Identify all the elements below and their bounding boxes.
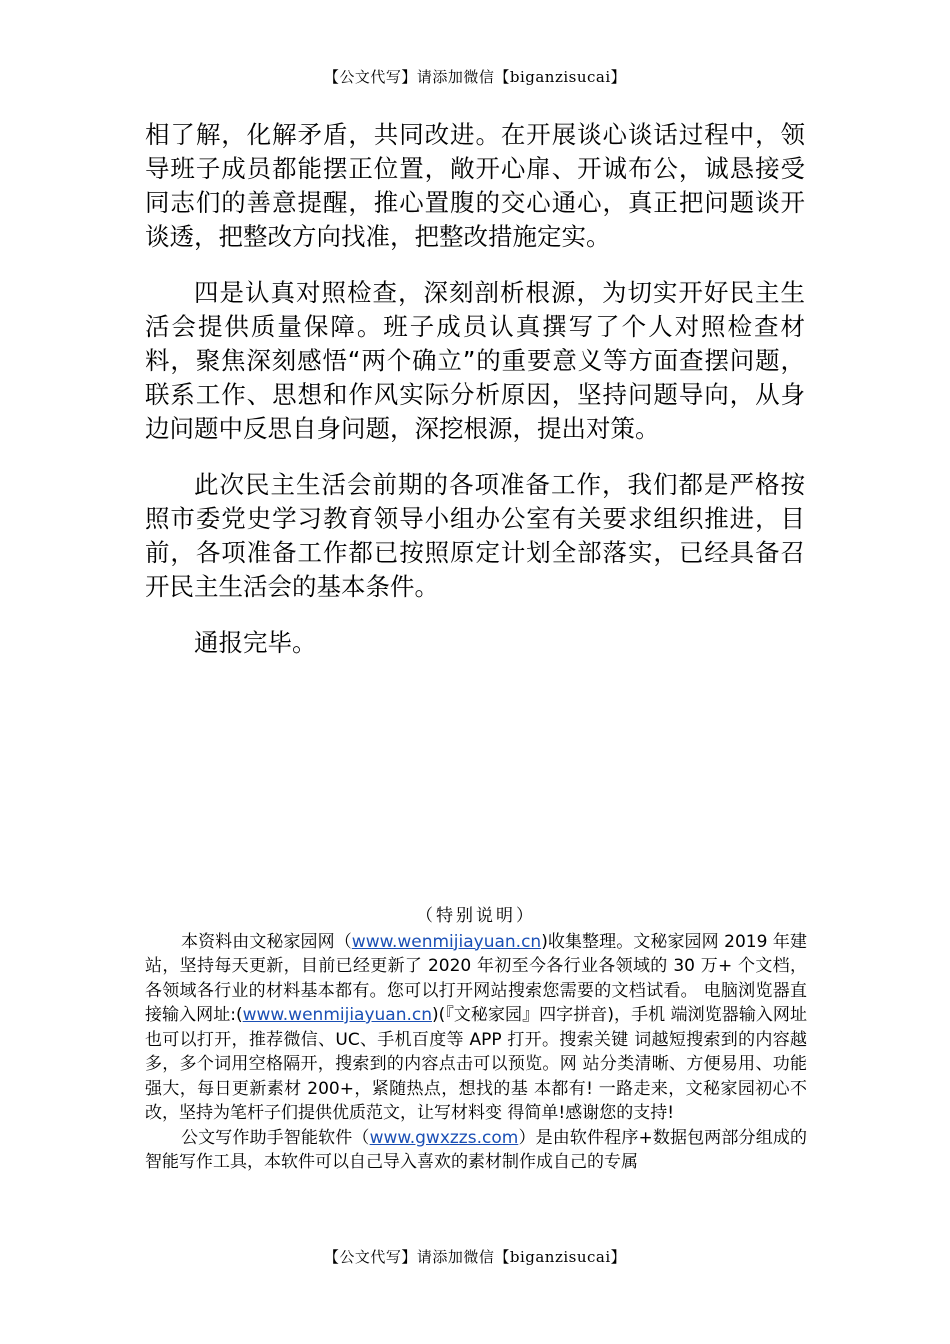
special-note-paragraph-1 (145, 930, 807, 1126)
paragraph-1: 相了解，化解矛盾，共同改进。在开展谈心谈话过程中，领导班子成员都能摆正位置，敞开心扉、开诚布公，诚恳接受同志们的善意提醒，推心置腹的交心通心，真正把问题谈开谈透，把整改方向找准，把整改措施定实。 (145, 120, 805, 251)
note-text: 本资料由文秘家园网（ (181, 931, 352, 952)
note-text: ）是由软件程序+数据包两部分组成的智能写作工具，本软件可以自己导入喜欢的素材制作成自己的专属 (145, 1127, 807, 1172)
special-note-paragraph-2 (145, 1126, 807, 1175)
note-text: 公文写作助手智能软件（ (181, 1127, 370, 1148)
website-link[interactable]: www.wenmijiayuan.cn (351, 931, 542, 952)
paragraph-4: 通报完毕。 (194, 628, 317, 657)
software-link[interactable]: www.gwxzzs.com (369, 1127, 519, 1148)
special-note-title: （特别说明） (416, 906, 536, 926)
page-footer: 【公文代写】请添加微信【biganzisucai】 (323, 1248, 627, 1266)
page-header: 【公文代写】请添加微信【biganzisucai】 (323, 68, 627, 86)
special-note (145, 904, 807, 1175)
note-text: )(『文秘家园』四字拼音)，手机 端浏览器输入网址也可以打开，推荐微信、UC、手机百度等 APP 打开。搜索关键 词越短搜索到的内容越多，多个词用空格隔开，搜索到的内容点击可以预览。网 站分类清晰、方便易用、功能强大，每日更新素材 200+，紧随热点，想找的基 本都有! 一路走来，文秘家园初心不改，坚持为笔杆子们提供优质范文，让写材料变 得简单!感谢您的支持! (145, 1005, 807, 1123)
website-link[interactable]: www.wenmijiayuan.cn (242, 1005, 433, 1025)
note-text: )收集整理。文秘家园网 2019 年建站，坚持每天更新，目前已经更新了 2020 年初至今各行业各领域的 30 万+ 个文档，各领域各行业的材料基本都有。您可以打开网站搜索您需要的文档试看。 电脑浏览器直接输入网址:( (145, 931, 808, 1025)
paragraph-2: 四是认真对照检查，深刻剖析根源，为切实开好民主生活会提供质量保障。班子成员认真撰写了个人对照检查材料，聚焦深刻感悟“两个确立”的重要意义等方面查摆问题，联系工作、思想和作风实际分析原因，坚持问题导向，从身边问题中反思自身问题，深挖根源，提出对策。 (145, 278, 805, 443)
paragraph-3: 此次民主生活会前期的各项准备工作，我们都是严格按照市委党史学习教育领导小组办公室有关要求组织推进，目前，各项准备工作都已按照原定计划全部落实，已经具备召开民主生活会的基本条件。 (145, 470, 805, 601)
document-body (145, 118, 805, 682)
